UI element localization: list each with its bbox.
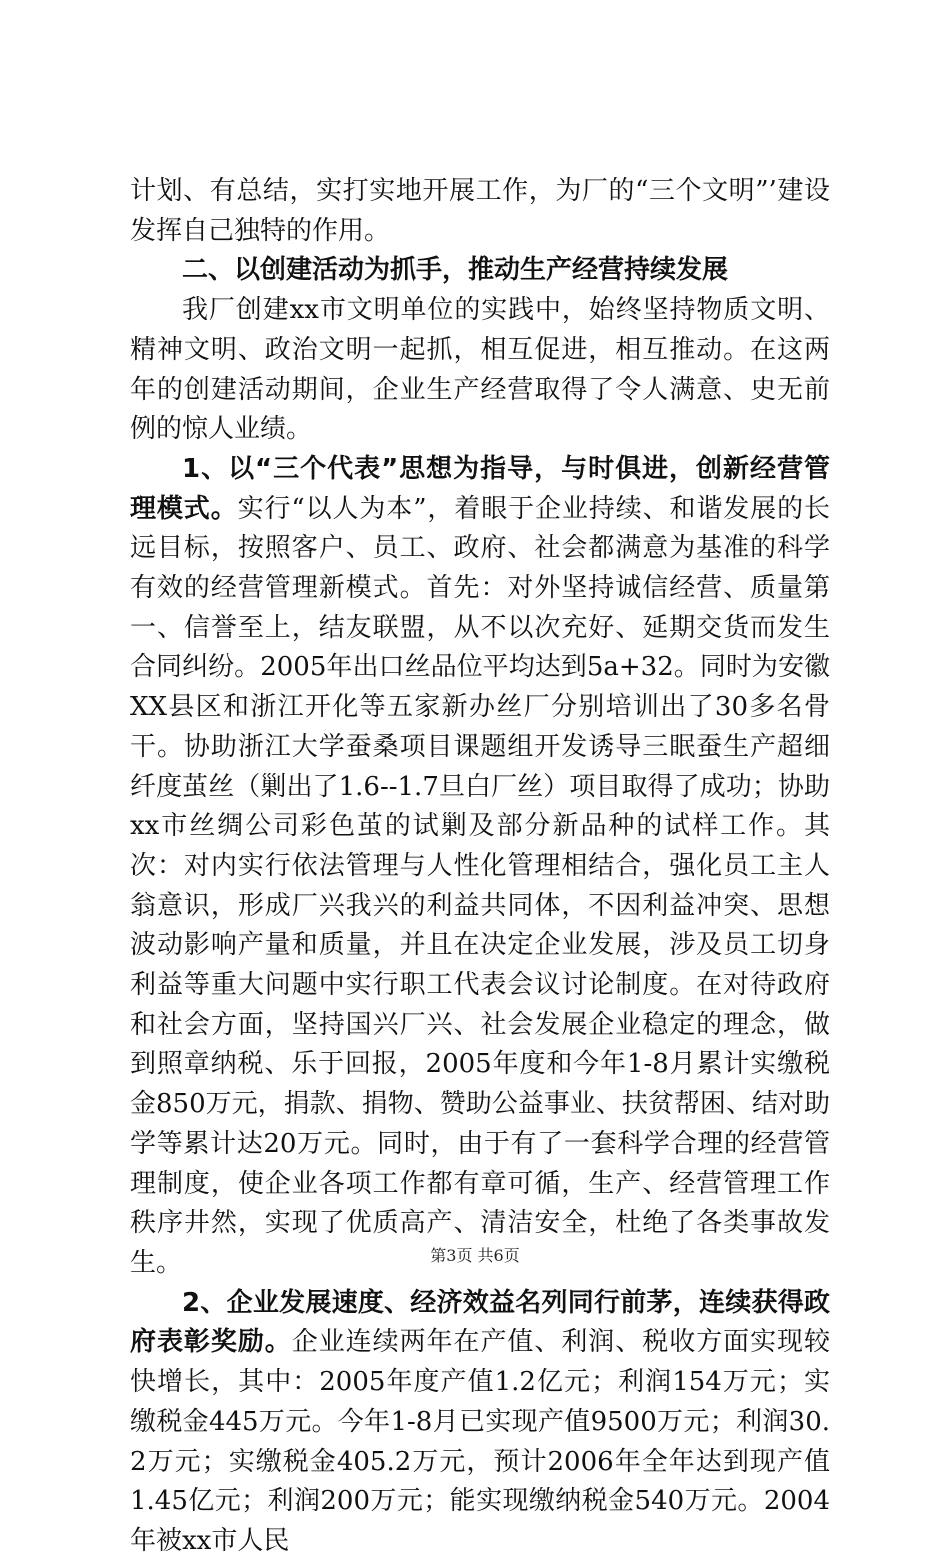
paragraph-intro: 我厂创建xx市文明单位的实践中，始终坚持物质文明、精神文明、政治文明一起抓，相互促进，相互推动。在这两年的创建活动期间，企业生产经营取得了令人满意、史无前例的惊人业绩。 [130,295,830,445]
document-body [130,172,830,1562]
item-1-lead: 1、以“三个代表”思想为指导，与时俱进，创新经营管理模式。 [130,453,830,524]
item-1-body: 实行“以人为本”，着眼于企业持续、和谐发展的长远目标，按照客户、员工、政府、社会都满意为基准的科学有效的经营管理新模式。首先：对外坚持诚信经营、质量第一、信誉至上，结友联盟，从不以次充好、延期交货而发生合同纠纷。2005年出口丝品位平均达到5a+32。同时为安徽XX县区和浙江开化等五家新办丝厂分别培训出了30多名骨干。协助浙江大学蚕桑项目课题组开发诱导三眠蚕生产超细纤度茧丝（剿出了1.6--1.7旦白厂丝）项目取得了成功；协助xx市丝绸公司彩色茧的试剿及部分新品种的试样工作。其次：对内实行依法管理与人性化管理相结合，强化员工主人翁意识，形成厂兴我兴的利益共同体，不因利益冲突、思想波动影响产量和质量，并且在决定企业发展，涉及员工切身利益等重大问题中实行职工代表会议讨论制度。在对待政府和社会方面，坚持国兴厂兴、社会发展企业稳定的理念，做到照章纳税、乐于回报，2005年度和今年1-8月累计实缴税金850万元，捐款、捐物、赞助公益事业、扶贫帮困、结对助学等累计达20万元。同时，由于有了一套科学合理的经营管理制度，使企业各项工作都有章可循，生产、经营管理工作秩序井然，实现了优质高产、清洁安全，杜绝了各类事故发生。 [130,493,830,1278]
paragraph-continuation: 计划、有总结，实打实地开展工作，为厂的“三个文明”’建设发挥自己独特的作用。 [130,176,830,246]
page-number-label: 第3页 共6页 [430,1246,520,1265]
section-heading: 二、以创建活动为抓手，推动生产经营持续发展 [182,255,729,286]
paragraph-item-1 [130,450,830,1284]
paragraph-item-2 [130,1284,830,1562]
item-2-body: 企业连续两年在产值、利润、税收方面实现较快增长，其中：2005年度产值1.2亿元；利润154万元；实缴税金445万元。今年1-8月已实现产值9500万元；利润30.2万元；实缴税金405.2万元，预计2006年全年达到现产值1.45亿元；利润200万元；能实现缴纳税金540万元。2004年被xx市人民 [130,1327,830,1556]
item-2-lead: 2、企业发展速度、经济效益名列同行前茅，连续获得政府表彰奖励。 [130,1287,830,1358]
page-footer [0,1243,950,1266]
